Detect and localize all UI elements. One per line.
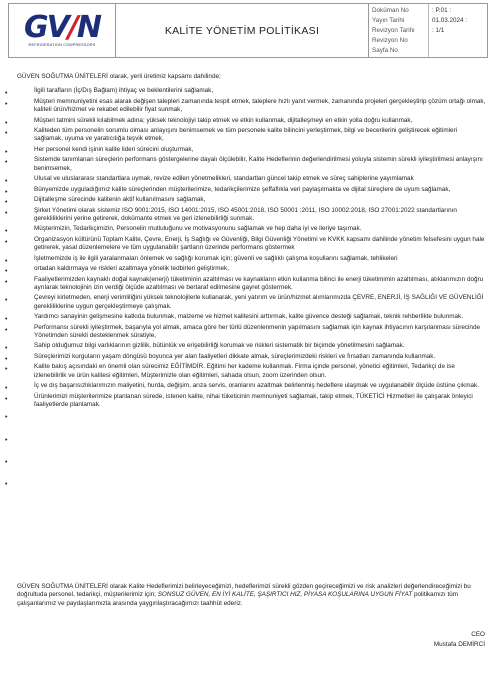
closing-text-end: politikamızı tüm çalışanlarımız ve paydaşlarımızla arasında yaygınlaştıracağımızı taahhüt ederiz. [17,591,459,607]
meta-label-revision-no: Revizyon No [372,36,408,44]
policy-intro: GÜVEN SOĞUTMA ÜNİTELERİ olarak, yerli üretimiz kapsamı dahilinde; [17,73,221,80]
meta-label-doc-no: Doküman No [372,7,409,15]
policy-list [17,87,487,486]
company-logo [9,4,116,57]
policy-item: • Şirket Yönetimi olarak sistemiz ISO 9001:2015, ISO 14001:2015, ISO 45001:2018, ISO 50001 :2011, ISO 10002:2018, ISO 27001:2022 standartlarının gerekliliklerini yerine getirerek, dokümante etmek ve geri izlenebilirliği sunmak. [17,207,487,224]
policy-item: • Çevreyi kirletmeden, enerji verimliliğini yüksek teknolojilerle kullanarak, yeni yatırım ve ürün/hizmet alımlarımızda ÇEVRE, ENERJİ, İŞ SAĞLIĞI VE GÜVENLİĞİ gerekliliklerine uygun gerçekleştirmeye çalışmak. [17,294,487,311]
signer-name: Mustafa DEMİRCİ [433,640,485,648]
empty-policy-item [17,411,487,419]
policy-item: • Her personel kendi işinin kalite lideri sürecini oluşturmak, [17,146,487,154]
meta-label-revision-date: Revizyon Tarihi [372,26,415,34]
policy-item: • Sahip olduğumuz bilgi varlıklarının gizlilik, bütünlük ve erişebilirliği korumak ve riskleri sistematik bir biçimde yönetilmesini sağlamak. [17,342,487,350]
policy-item: • Ürünlerimizi müşterilerimize planlanan sürede, istenen kalite, nihai tüketicinin memnuniyeti sağlamak, takip etmek, TÜKETİCİ Hizmetleri ile çalışarak önleyici faaliyetlerde planlamak. [17,393,487,410]
policy-item: • İlgili tarafların (İç/Dış Bağlam) ihtiyaç ve beklentilerini sağlamak, [17,87,487,95]
policy-body [17,73,487,501]
policy-item: • Organizasyon kültürünü Toplam Kalite, Çevre, Enerji, İş Sağlığı ve Güvenliği, Bilgi Güvenliği Yönetimi ve KVKK kapsamı dahilinde yönetim felsefesini uygun hale getirerek, yasal düzenlemelere ve tüm uygulanabilir şartların üzerinde performans göstermek [17,236,487,253]
meta-label-page-no: Sayfa No [372,46,398,54]
policy-item: • Sistemde tanımlanan süreçlerin performans göstergelerine dayalı ölçülebilir, Kalite Hedeflerinin değerlendirilmesi yoluyla sistemin sürekli iyileştirilmesi anlayışını benimsemek, [17,156,487,173]
signature-block [434,630,485,649]
policy-item: • Süreçlerimizi kurguların yaşam döngüsü boyunca yer alan faaliyetleri dikkate almak, süreçlerimizdeki riskleri ve fırsatları zamanında kullanmak. [17,353,487,361]
document-title: KALİTE YÖNETİM POLİTİKASI [116,4,369,57]
logo-subtitle: REFRIGERATION COMPRESSORS [28,43,96,47]
policy-closing [17,583,485,608]
document-header [8,3,488,58]
meta-label-publish-date: Yayın Tarihi [372,17,405,25]
meta-value-revision-date: : 1/1 [432,26,445,34]
policy-item: • Bünyemizde uyguladığımız kalite süreçlerinden müşterilerimize, tedarikçilerimize şeffaflıkla veri paylaşılmakta ve dijital süreçlere de uyum sağlamak, [17,186,487,194]
empty-policy-item [17,478,487,486]
logo-wordmark: GV∕N [24,10,100,45]
meta-value-page-no [432,47,487,54]
policy-item: • Performansı sürekli iyileştirmek, başarıyla yol almak, amaca göre her türlü düzenlenmenin yapılmasını sağlamak için kaynak ihtiyacının karşılanması sürecinde Yönetimden sürekli desteklenmek süratiyle, [17,324,487,341]
meta-value-publish-date: 01.03.2024 : [432,17,468,25]
policy-item: • Müşteri memnuniyetini esas alarak değişen talepleri zamanında tespit etmek, taleplere hızlı yanıt vermek, zamanında projeleri gerçekleştirip çözüm ortağı olmak, kaliteli ürün/hizmet ve rekabet edilebilir fiyat sunmak, [17,98,487,115]
empty-policy-item [17,456,487,464]
policy-item: • Faaliyetlerimizden kaynaklı doğal kaynak(enerji) tüketiminin azaltılması ve kaynakların etkin kullanma bilinci ile enerji tüketimimin azaltılması, atıklarımızın doğru ayrılarak teknolojinin izin verdiği ölçüde azaltılması ve bertaraf edilmesine gayret göstermek. [17,276,487,293]
policy-item: • Kalite bakış açısındaki en önemli olan sürecimiz EĞİTİMDİR. Eğitimi her kademe kullanmak. Firma içinde personel, yönetici eğitimleri, Tedarikçi de ise izlenebilirlik ve ürün kalitesi eğitimleri, Müşterimizle olan eğitimleri, sahada olsun, zoom üzerinden olsun. [17,363,487,380]
policy-item: • İşletmemizde iş ile ilgili yaralanmaları önlemek ve sağlığı korumak için; güvenli ve sağlıklı çalışma koşullarını sağlamak, tehlikeleri [17,255,487,263]
empty-policy-item [17,434,487,442]
policy-item: • İç ve dış başarısızlıklarımızın maliyetini, hurda, değişim, arıza servis, oranlarını azaltmak belirlenmiş hedeflere ulaşmak ve uygulanabilir ölçüde üstüne çıkmak. [17,382,487,390]
signer-role: CEO [471,631,485,638]
document-meta [369,4,487,57]
closing-motto: SONSUZ GÜVEN, EN İYİ KALİTE, ŞAŞIRTICI HIZ, PİYASA KOŞULARINA UYGUN FİYAT [157,591,413,599]
policy-item: • Müşteri tatmini sürekli kılabilmek adına; yüksek teknolojiyi takip etmek ve etkin kullanmak, dijitalleşmeyi en etkin yolla doğru kullanmak, [17,117,487,125]
policy-item: • Kaliteden tüm personelin sorumlu olması anlayışını benimsemek ve tüm personele kalite bilincini yerleştirmek, bilgi ve becerilerini geliştirecek eğitimleri sağlamak, uyuma ve yaratıcılığa teşvik etmek, [17,127,487,144]
policy-item: • Dijitalleşme sürecinde kalitenin aktif kullanılmasını sağlamak, [17,196,487,204]
meta-value-doc-no: : P.01 : [432,7,452,15]
meta-labels [369,4,429,57]
policy-item: • Ulusal ve uluslararası standartlara uymak, revize edilen yönetmelikleri, standartları güncel takip etmek ve süreç sahiplerine yayımlamak [17,175,487,183]
policy-item: • Müşterimizin, Tedarikçimizin, Personelin mutluluğunu ve motivasyonunu sağlamak ve hep daha iyi ve ileriye taşımak. [17,225,487,233]
policy-item: • Yardımcı sanayinin gelişmesine katkıda bulunmak, malzeme ve hizmet kalitesini arttırmak, kalite güvence desteği sağlamak, teknik rehberlikte bulunmak. [17,313,487,321]
closing-text: GÜVEN SOĞUTMA ÜNİTELERİ olarak Kalite Hedeflerimizi belirleyeceğimizi, hedeflerimizi sürekli gözden geçireceğimizi ve risk analizleri değerlendireceğimizi bu doğrultuda personel, tedarikçi, müşterilerimiz için; [17,583,471,599]
logo-chevron-icon: ∕ [67,10,77,45]
policy-item: • ortadan kaldırmaya ve riskleri azaltmaya yönelik tedbirleri geliştirmek, [17,265,487,273]
meta-values [429,4,487,57]
meta-value-revision-no [432,37,487,44]
